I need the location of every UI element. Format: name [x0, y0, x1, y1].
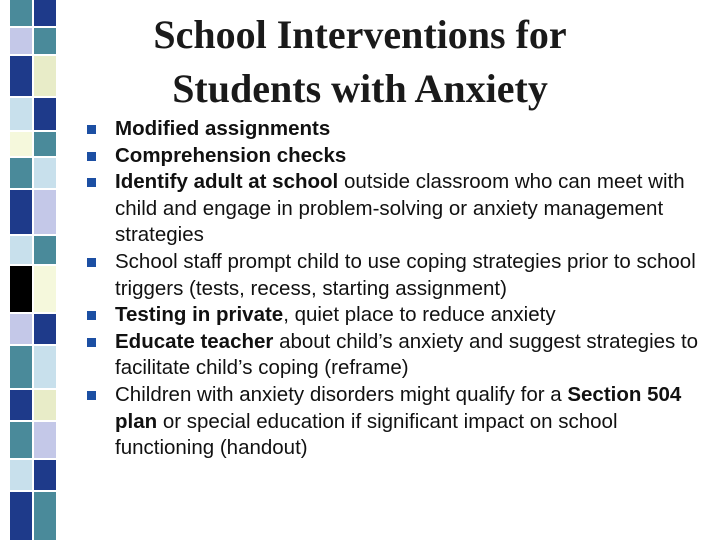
- stripe-block: [10, 190, 32, 234]
- stripe-block: [34, 314, 56, 344]
- bullet-text: about child’s anxiety and suggest strategies to facilitate child’s coping (reframe): [115, 329, 699, 380]
- stripe-block: [34, 266, 56, 312]
- bullet-bold-text: Identify adult at school: [115, 170, 339, 194]
- square-bullet-icon: [87, 338, 96, 347]
- bullet-bold-text: Comprehension checks: [115, 143, 347, 167]
- slide-title: [80, 8, 640, 116]
- bullet-text: , quiet place to reduce anxiety: [283, 303, 556, 327]
- stripe-block: [10, 460, 32, 490]
- stripe-block: [10, 56, 32, 96]
- square-bullet-icon: [87, 152, 96, 161]
- bullet-text: outside classroom who can meet with child and engage in problem-solving or anxiety management strategies: [115, 170, 685, 247]
- bullet-bold-text: Modified assignments: [115, 117, 331, 140]
- stripe-block: [10, 132, 32, 156]
- stripe-block: [10, 236, 32, 264]
- stripe-block: [10, 492, 32, 540]
- bullet-item-modified-assignments: [85, 116, 713, 143]
- bullet-item-educate-teacher: [85, 329, 713, 382]
- slide-title-line-1: School Interventions for: [153, 12, 567, 57]
- bullet-item-staff-prompt: [85, 249, 713, 302]
- stripe-block: [10, 266, 32, 312]
- bullet-item-section-504: [85, 382, 713, 462]
- bullet-list: [85, 116, 713, 462]
- stripe-block: [34, 158, 56, 188]
- bullet-bold-text: Educate teacher: [115, 329, 274, 353]
- stripe-block: [10, 158, 32, 188]
- stripe-block: [34, 132, 56, 156]
- square-bullet-icon: [87, 391, 96, 400]
- bullet-item-comprehension-checks: [85, 143, 713, 170]
- stripe-block: [10, 314, 32, 344]
- bullet-bold-text: Testing in private: [115, 303, 284, 327]
- stripe-block: [34, 0, 56, 26]
- stripe-block: [34, 190, 56, 234]
- stripe-block: [10, 28, 32, 54]
- stripe-block: [10, 346, 32, 388]
- bullet-item-identify-adult: [85, 169, 713, 249]
- stripe-block: [34, 236, 56, 264]
- stripe-block: [10, 98, 32, 130]
- stripe-block: [34, 492, 56, 540]
- square-bullet-icon: [87, 178, 96, 187]
- stripe-block: [10, 422, 32, 458]
- stripe-block: [34, 28, 56, 54]
- stripe-block: [34, 390, 56, 420]
- stripe-block: [10, 0, 32, 26]
- bullet-text: or special education if significant impact on school functioning (handout): [115, 409, 618, 460]
- stripe-block: [34, 422, 56, 458]
- stripe-block: [10, 390, 32, 420]
- decorative-stripe: [0, 0, 72, 540]
- stripe-block: [34, 56, 56, 96]
- stripe-block: [34, 346, 56, 388]
- square-bullet-icon: [87, 125, 96, 134]
- bullet-text: School staff prompt child to use coping strategies prior to school triggers (tests, recess, starting assignment): [115, 249, 696, 300]
- bullet-bold-text: Section 504 plan: [115, 382, 682, 433]
- stripe-block: [34, 460, 56, 490]
- square-bullet-icon: [87, 311, 96, 320]
- square-bullet-icon: [87, 258, 96, 267]
- bullet-text-before: Children with anxiety disorders might qualify for a: [115, 382, 568, 406]
- stripe-block: [34, 98, 56, 130]
- slide-title-line-2: Students with Anxiety: [172, 66, 548, 111]
- bullet-item-testing-private: [85, 302, 713, 329]
